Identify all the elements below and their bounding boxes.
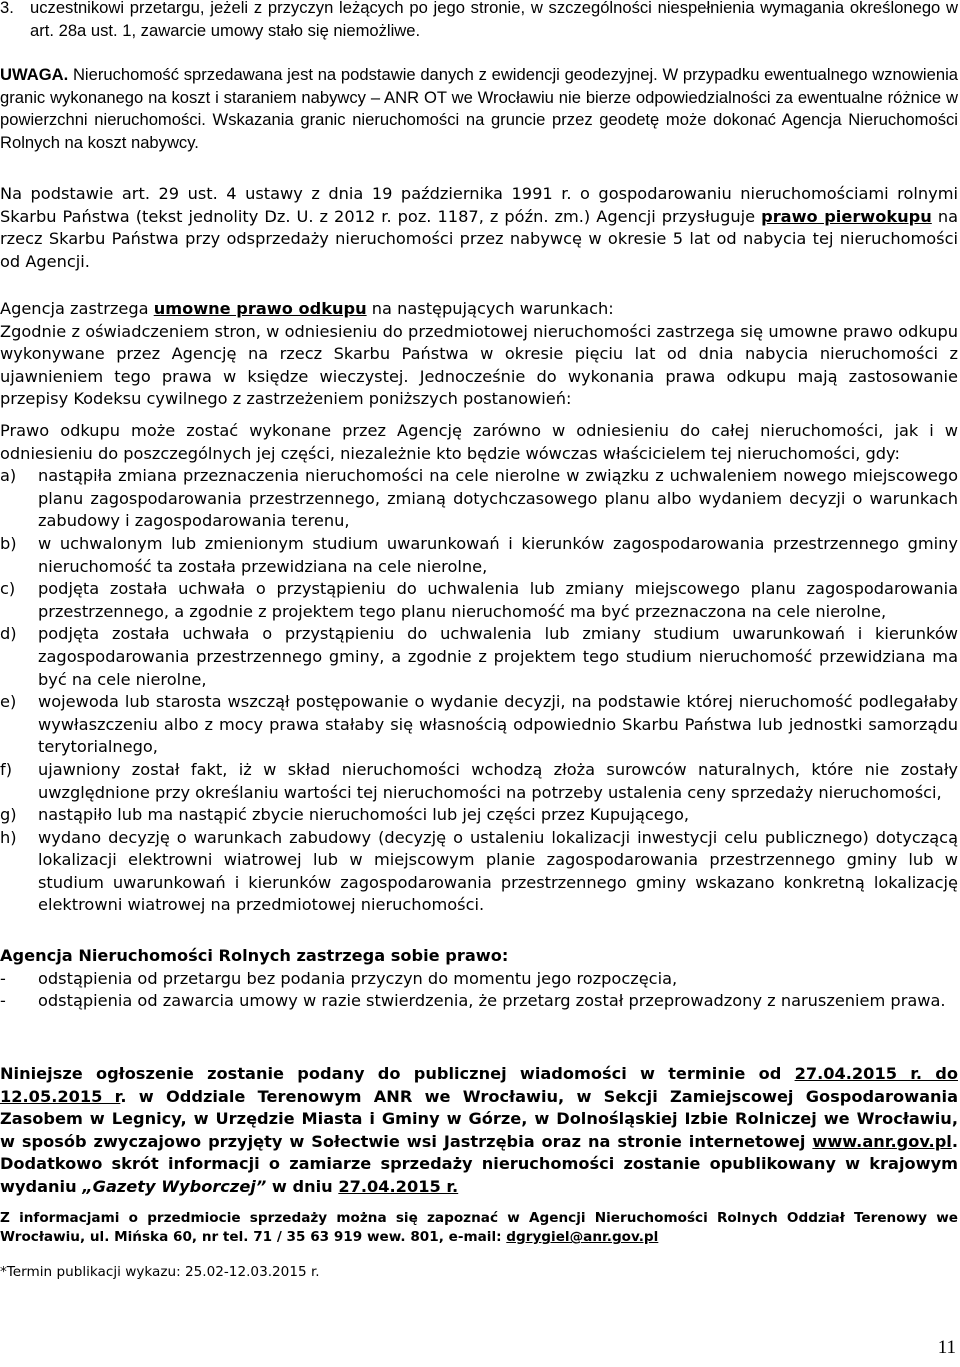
publication-text-2: . w Oddziale Terenowym ANR we Wrocławiu, w Sekcji Zamiejscowej Gospodarowania Zasobem w Legnicy, w Urzędzie Miasta i Gminy w Górze, w Dolnośląskiej Izbie Rolniczej we Wrocławiu, w sposób zwyczajowo przyjęty w Sołectwie wsi Jastrzębia oraz na stronie internetowej	[0, 1086, 958, 1151]
list-item-text: podjęta została uchwała o przystąpieniu do uchwalenia lub zmiany studium uwarunkowań i kierunków zagospodarowania przestrzennego gminy, a zgodnie z projektem tego studium nieruchomość przewidziana ma być na cele nierolne,	[38, 624, 958, 689]
list-item-mark: e)	[0, 692, 17, 712]
list-item-text: odstąpienia od zawarcia umowy w razie stwierdzenia, że przetarg został przeprowadzony z naruszeniem prawa.	[38, 991, 946, 1011]
list-item-mark: f)	[0, 759, 13, 779]
list-item	[0, 804, 958, 827]
point-3-text: uczestnikowi przetargu, jeżeli z przyczyn leżących po jego stronie, w szczególności niespełnienia wymagania określonego w art. 28a ust. 1, zawarcie umowy stało się niemożliwe.	[30, 0, 958, 40]
odkup-text-after: na następujących warunkach:	[366, 299, 614, 318]
list-item	[0, 533, 958, 578]
newspaper-name: „Gazety Wyborczej”	[82, 1176, 267, 1196]
list-item-mark: h)	[0, 827, 17, 847]
list-item-mark: -	[0, 991, 6, 1011]
publication-text-3: . Dodatkowo skrót informacji o zamiarze sprzedaży nieruchomości zostanie opublikowany w krajowym wydaniu	[0, 1131, 958, 1196]
pierwokup-text-before: Na podstawie art. 29 ust. 4 ustawy z dnia 19 października 1991 r. o gospodarowaniu nieruchomościami rolnymi Skarbu Państwa (tekst jednolity Dz. U. z 2012 r. poz. 1187, z późn. zm.) Agencji przysługuje	[0, 184, 958, 226]
list-item	[0, 578, 958, 623]
list-item	[0, 691, 958, 759]
point-3-paragraph	[0, 0, 958, 42]
list-item-text: odstąpienia od przetargu bez podania przyczyn do momentu jego rozpoczęcia,	[38, 968, 678, 988]
pierwokup-paragraph	[0, 183, 958, 273]
list-item-mark: -	[0, 968, 6, 988]
email-link[interactable]: dgrygiel@anr.gov.pl	[506, 1229, 659, 1245]
list-item-mark: c)	[0, 579, 16, 599]
point-3-number: 3.	[0, 0, 14, 17]
pierwokup-text-after: na rzecz Skarbu Państwa przy odsprzedaży nieruchomości przez nabywcę w okresie 5 lat od nabycia tej nieruchomości od Agencji.	[0, 206, 958, 271]
publication-text-4: w dniu	[266, 1176, 339, 1196]
list-item-text: nastąpiła zmiana przeznaczenia nieruchomości na cele nierolne w związku z uchwaleniem nowego miejscowego planu zagospodarowania przestrzennego, zmianą dotychczasowego planu albo wydaniem decyzji o warunkach zabudowy i zagospodarowania terenu,	[38, 466, 958, 531]
reserve-section	[0, 945, 958, 1013]
list-item-mark: d)	[0, 624, 17, 644]
list-item-text: w uchwalonym lub zmienionym studium uwarunkowań i kierunków zagospodarowania przestrzennego gminy nieruchomość ta została przewidziana na cele nierolne,	[38, 533, 958, 576]
list-item-mark: g)	[0, 805, 17, 825]
list-item	[0, 827, 958, 917]
odkup-text-before: Agencja zastrzega	[0, 299, 154, 318]
list-item	[0, 990, 958, 1013]
publication-paragraph	[0, 1063, 958, 1199]
list-item-text: wydano decyzję o warunkach zabudowy (decyzję o ustaleniu lokalizacji inwestycji celu publicznego) dotyczącą lokalizacji elektrowni wiatrowej lub w miejscowym planie zagospodarowania przestrzennego gminy lub w studium uwarunkowań i kierunków zagospodarowania przestrzennego gminy wskazano konkretną lokalizację elektrowni wiatrowej na przedmiotowej nieruchomości.	[38, 827, 958, 915]
list-item-text: nastąpiło lub ma nastąpić zbycie nieruchomości lub jej części przez Kupującego,	[38, 805, 690, 825]
conditions-section	[0, 420, 958, 917]
uwaga-label: UWAGA.	[0, 65, 69, 84]
odkup-body: Zgodnie z oświadczeniem stron, w odniesieniu do przedmiotowej nieruchomości zastrzega się umowne prawo odkupu wykonywane przez Agencję na rzecz Skarbu Państwa w okresie pięciu lat od dnia nabycia nieruchomości z ujawnieniem tego prawa w księdze wieczystej. Jednocześnie do wykonania prawa odkupu mają zastosowanie przepisy Kodeksu cywilnego z zastrzeżeniem poniższych postanowień:	[0, 321, 958, 409]
list-item-text: podjęta została uchwała o przystąpieniu do uchwalenia lub zmiany miejscowego planu zagospodarowania przestrzennego, a zgodnie z projektem tego planu nieruchomość ma być przeznaczona na cele nierolne,	[38, 579, 958, 621]
list-item-text: ujawniony został fakt, iż w skład nieruchomości wchodzą złoża surowców naturalnych, które nie zostały uwzględnione przy określaniu wartości tej nieruchomości na potrzeby ustalenia ceny sprzedaży nieruchomości,	[38, 759, 958, 802]
conditions-intro: Prawo odkupu może zostać wykonane przez Agencję zarówno w odniesieniu do całej nieruchomości, jak i w odniesieniu do poszczególnych jej części, niezależnie kto będzie wówczas właścicielem tej nieruchomości, gdy:	[0, 421, 958, 463]
list-item	[0, 623, 958, 691]
pierwokup-emphasis: prawo pierwokupu	[761, 206, 932, 226]
website-link[interactable]: www.anr.gov.pl	[812, 1131, 952, 1151]
odkup-paragraph	[0, 298, 958, 411]
list-item-mark: b)	[0, 533, 17, 553]
publication-date: 27.04.2015 r.	[338, 1176, 459, 1196]
list-item	[0, 465, 958, 533]
conditions-list	[0, 465, 958, 917]
uwaga-paragraph	[0, 64, 958, 154]
odkup-emphasis: umowne prawo odkupu	[153, 299, 367, 318]
uwaga-text: Nieruchomość sprzedawana jest na podstawie danych z ewidencji geodezyjnej. W przypadku ewentualnego wznowienia granic wykonanego na koszt i staraniem nabywcy – ANR OT we Wrocławiu nie bierze odpowiedzialności za ewentualne różnice w powierzchni nieruchomości. Wskazania granic nieruchomości na gruncie przez geodetę może dokonać Agencja Nieruchomości Rolnych na koszt nabywcy.	[0, 65, 958, 152]
page-number: 11	[937, 1337, 956, 1358]
list-item-text: wojewoda lub starosta wszczął postępowanie o wydanie decyzji, na podstawie której nieruchomość podlegałaby wywłaszczeniu albo z mocy prawa stałaby się własnością odpowiednio Skarbu Państwa lub jednostki samorządu terytorialnego,	[38, 692, 958, 757]
contact-paragraph	[0, 1209, 958, 1247]
contact-text: Z informacjami o przedmiocie sprzedaży można się zapoznać w Agencji Nieruchomości Rolnych Oddział Terenowy we Wrocławiu, ul. Mińska 60, nr tel. 71 / 35 63 919 wew. 801, e-mail:	[0, 1210, 958, 1245]
reserve-heading: Agencja Nieruchomości Rolnych zastrzega sobie prawo:	[0, 946, 509, 965]
list-item	[0, 968, 958, 991]
footnote: *Termin publikacji wykazu: 25.02-12.03.2015 r.	[0, 1264, 320, 1280]
list-item-mark: a)	[0, 466, 17, 486]
list-item	[0, 759, 958, 804]
publication-date-range: 27.04.2015 r. do 12.05.2015 r	[0, 1064, 958, 1106]
publication-text-1: Niniejsze ogłoszenie zostanie podany do publicznej wiadomości w terminie od	[0, 1064, 795, 1083]
